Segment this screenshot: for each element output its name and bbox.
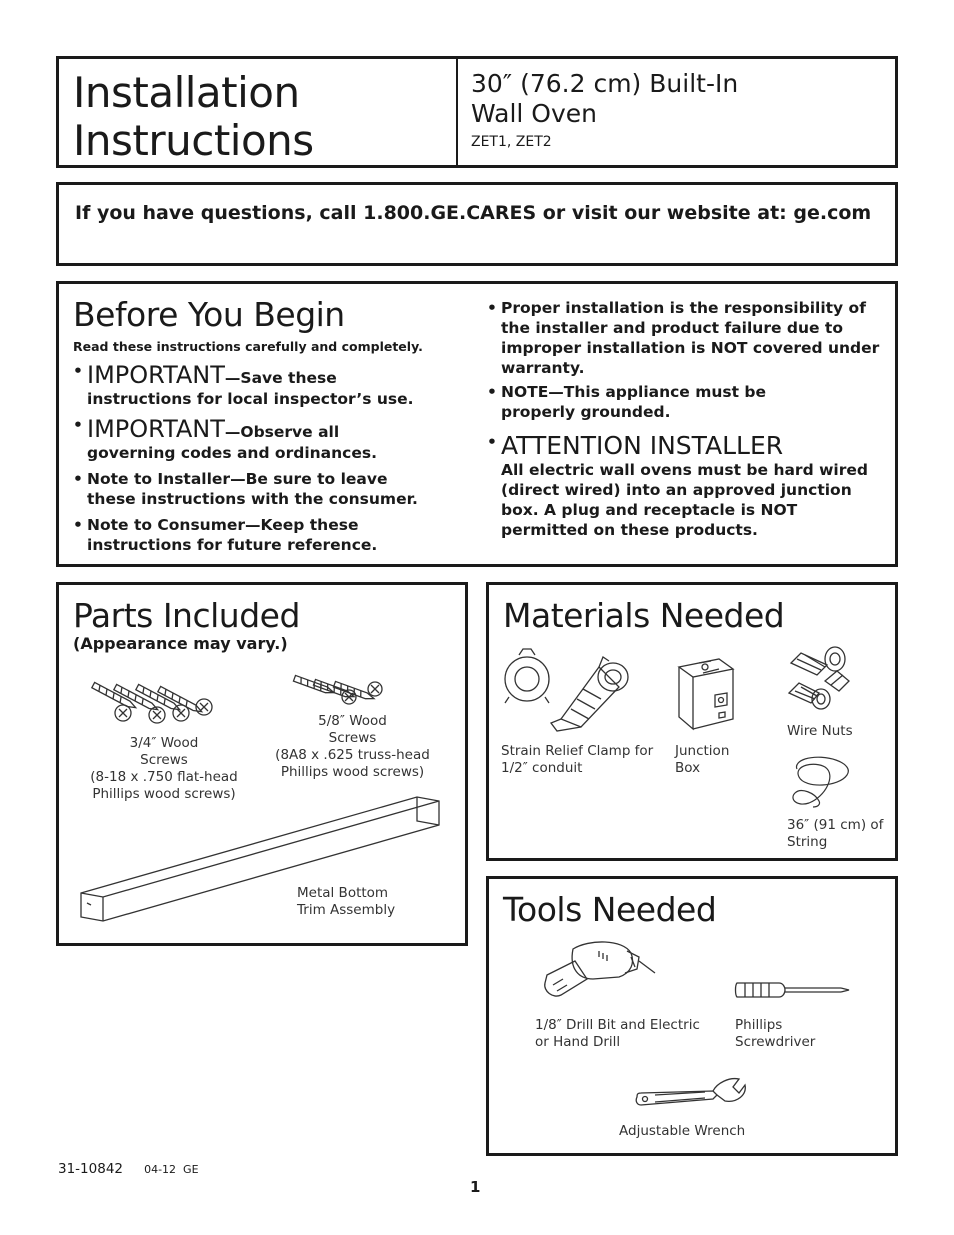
string-coil-icon [785,753,855,809]
model-numbers: ZET1, ZET2 [471,134,552,150]
page-title-line2: Instructions [73,116,314,165]
attention-installer-text: All electric wall ovens must be hard wired (direct wired) into an approved junction box. A plug and receptacle is NOT permitted on these products. [501,461,868,539]
parts-included-box [56,582,468,946]
before-left-column [73,296,453,561]
title-block [73,69,314,165]
electric-drill-icon [539,939,659,1001]
before-subtitle: Read these instructions carefully and completely. [73,339,423,354]
phillips-screwdriver-icon [733,977,853,1003]
list-item: • NOTE—This appliance must be properly grounded. [487,382,841,422]
product-block [471,69,738,152]
doc-number: 31-10842 [58,1161,123,1177]
wire-nut-icon [787,645,855,715]
parts-subtitle: (Appearance may vary.) [73,634,288,653]
parts-title: Parts Included [73,596,300,635]
parts-header [73,597,300,653]
before-title: Before You Begin [73,295,345,334]
product-name-line2: Wall Oven [471,99,597,128]
tools-needed-box [486,876,898,1156]
adjustable-wrench-icon [633,1075,749,1115]
trim-caption: Metal Bottom Trim Assembly [297,885,396,918]
product-name-line1: 30″ (76.2 cm) Built-In [471,69,739,98]
clamp-caption: Strain Relief Clamp for 1/2″ conduit [501,743,654,776]
list-item: • Note to Consumer—Keep these instructions for future reference. [73,515,387,555]
wrench-caption: Adjustable Wrench [619,1123,746,1139]
header-divider [456,59,458,165]
string-caption: 36″ (91 cm) of String [787,817,884,850]
junction-box-icon [675,655,737,733]
attention-installer-title: ATTENTION INSTALLER [501,431,784,460]
contact-box [56,182,898,266]
page-title-line1: Installation [73,68,300,117]
screw-34-caption: 3/4″ Wood Screws (8-18 x .750 flat-head Phillips wood screws) [90,735,238,802]
tools-title: Tools Needed [503,890,717,929]
important-label: IMPORTANT [87,415,225,443]
list-item: • Note to Installer—Be sure to leave these instructions with the consumer. [73,469,437,509]
date-code: 04-12 GE [144,1163,199,1176]
materials-needed-box [486,582,898,861]
before-right-column [487,298,882,546]
wood-screw-icon [295,671,385,711]
list-item: • IMPORTANT—Observe all governing codes and ordinances. [73,415,453,463]
important-label: IMPORTANT [87,361,225,389]
before-list-right [487,298,882,540]
screw-58-caption: 5/8″ Wood Screws (8A8 x .625 truss-head Phillips wood screws) [275,713,430,780]
list-item: • Proper installation is the responsibility of the installer and product failure due to improper installation is NOT covered under warranty. [487,298,882,378]
wood-screw-icon [93,677,218,727]
strain-relief-clamp-icon [501,647,631,733]
screwdriver-caption: Phillips Screwdriver [735,1017,816,1050]
materials-title: Materials Needed [503,596,785,635]
contact-text: If you have questions, call 1.800.GE.CARES or visit our website at: ge.com [75,202,872,224]
nuts-caption: Wire Nuts [787,723,853,739]
list-item [487,432,882,540]
box-caption: Junction Box [675,743,730,776]
before-you-begin-box [56,281,898,567]
footer [58,1158,199,1177]
header-box [56,56,898,168]
drill-caption: 1/8″ Drill Bit and Electric or Hand Drill [535,1017,700,1050]
list-item: • IMPORTANT—Save these instructions for local inspector’s use. [73,361,453,409]
before-list-left [73,361,453,555]
page-number: 1 [470,1178,481,1196]
